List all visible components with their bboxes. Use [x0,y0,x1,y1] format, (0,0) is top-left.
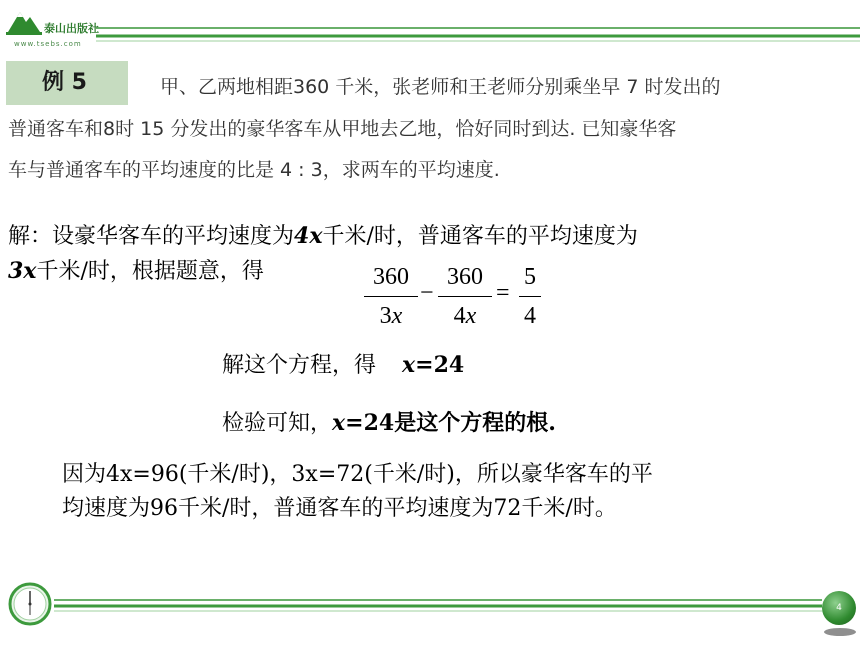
fraction-1-denominator: 3x [379,303,403,329]
fraction-2 [438,262,492,331]
variable-x: x [332,410,346,436]
variable-3x: 3x [8,258,37,284]
clock-icon [8,580,54,630]
check-text: 检验可知， [222,411,333,436]
fraction-1-numerator: 360 [373,264,409,290]
solution-line-1 [8,219,638,250]
fraction-2-numerator: 360 [447,264,483,290]
solution-intro-end: 千米/时，根据题意，得 [36,259,264,284]
badge-shadow [824,628,856,636]
check-step [222,406,556,437]
fraction-2-denominator: 4x [453,303,477,329]
fraction-3-numerator: 5 [524,264,536,290]
equals-sign: = [496,280,510,306]
solution-line-2 [8,254,264,285]
mountain-icon [6,8,42,36]
solution-intro-cont: 千米/时，普通客车的平均速度为 [322,224,638,249]
variable-4x: 4x [294,223,323,249]
publisher-url: www.tsebs.com [14,40,82,48]
variable-x: x [402,352,416,378]
fraction-3 [519,262,541,331]
fraction-1 [364,262,418,331]
check-result: =24是这个方程的根. [345,410,556,436]
publisher-name: 泰山出版社 [44,22,99,35]
page-number-badge: 4 [822,591,856,625]
conclusion-line-2: 均速度为96千米/时，普通客车的平均速度为72千米/时。 [62,496,617,521]
problem-line-1: 甲、乙两地相距360 千米，张老师和王老师分别乘坐早 7 时发出的 [160,76,721,98]
fraction-3-denominator: 4 [524,303,536,329]
solve-result: =24 [415,352,465,378]
header-decoration [0,0,860,60]
solution-intro: 解：设豪华客车的平均速度为 [8,224,295,249]
publisher-logo [6,8,106,46]
problem-line-3: 车与普通客车的平均速度的比是 4 : 3，求两车的平均速度. [8,159,500,181]
solve-text: 解这个方程，得 [222,353,377,378]
conclusion-line-1: 因为4x=96(千米/时)，3x=72(千米/时)，所以豪华客车的平 [62,462,653,487]
solve-step [222,348,464,379]
example-label: 例 5 [6,61,128,105]
minus-sign: − [420,280,434,306]
problem-line-2: 普通客车和8时 15 分发出的豪华客车从甲地去乙地，恰好同时到达. 已知豪华客 [8,118,677,140]
